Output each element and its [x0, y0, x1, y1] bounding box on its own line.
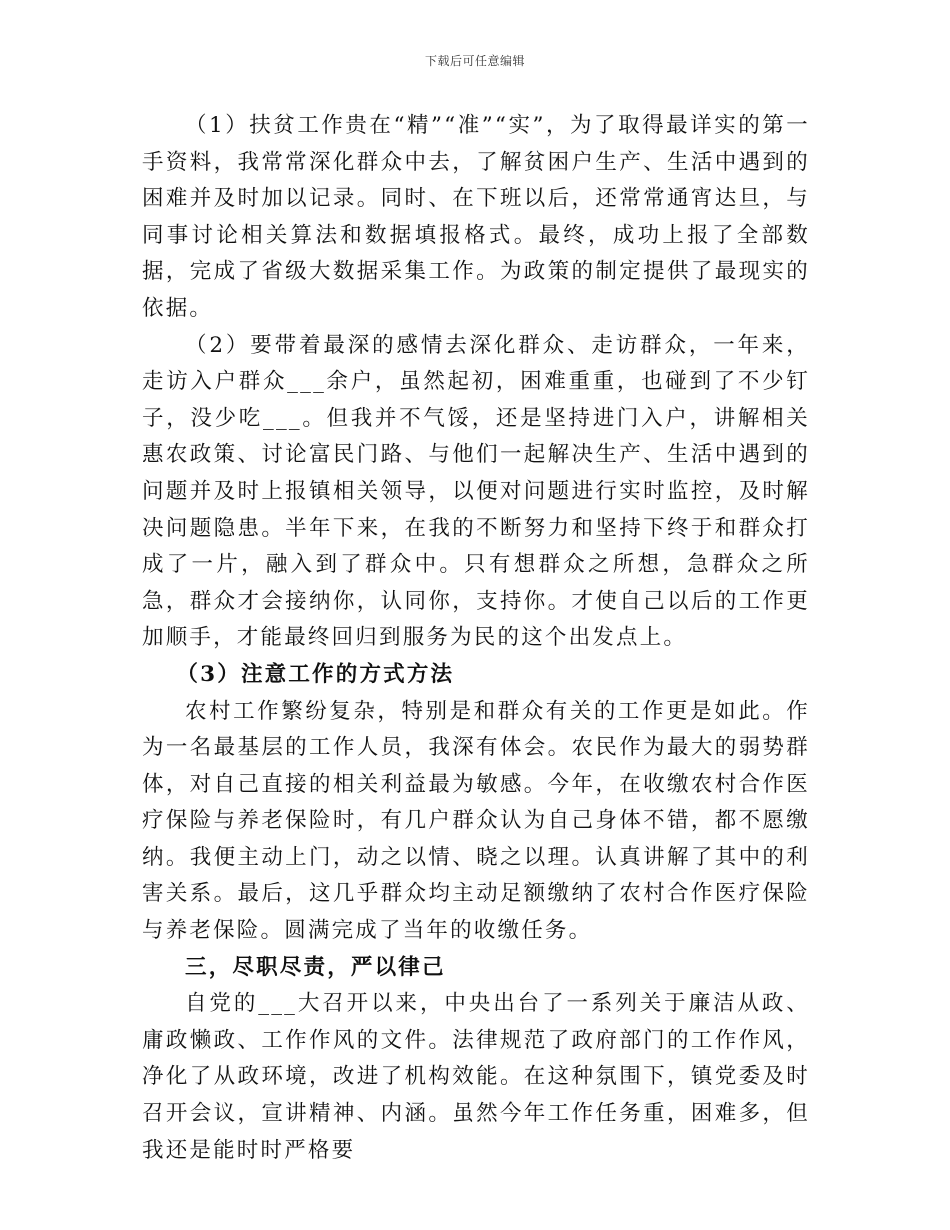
paragraph-visiting-households: （2）要带着最深的感情去深化群众、走访群众，一年来，走访入户群众___余户，虽然起初，困难重重，也碰到了不少钉子，没少吃___。但我并不气馁，还是坚持进门入户，讲解相关惠农政策、讨论富民门路、与他们一起解决生产、生活中遇到的问题并及时上报镇相关领导，以便对问题进行实时监控，及时解决问题隐患。半年下来，在我的不断努力和坚持下终于和群众打成了一片，融入到了群众中。只有想群众之所想，急群众之所急，群众才会接纳你，认同你，支持你。才使自己以后的工作更加顺手，才能最终回归到服务为民的这个出发点上。	[142, 332, 810, 651]
document-body	[142, 108, 810, 1169]
subheading-work-methods: （3）注意工作的方式方法	[176, 661, 455, 687]
paragraph-party-congress: 自党的___大召开以来，中央出台了一系列关于廉洁从政、庸政懒政、工作作风的文件。法律规范了政府部门的工作作风，净化了从政环境，改进了机构效能。在这种氛围下，镇党委及时召开会议，宣讲精神、内涵。虽然今年工作任务重，困难多，但我还是能时时严格要	[142, 991, 810, 1163]
section-heading-discipline: 三，尽职尽责，严以律己	[185, 954, 446, 980]
paragraph-rural-work: 农村工作繁纷复杂，特别是和群众有关的工作更是如此。作为一名最基层的工作人员，我深有体会。农民作为最大的弱势群体，对自己直接的相关利益最为敏感。今年，在收缴农村合作医疗保险与养老保险时，有几户群众认为自己身体不错，都不愿缴纳。我便主动上门，动之以情、晓之以理。认真讲解了其中的利害关系。最后，这几乎群众均主动足额缴纳了农村合作医疗保险与养老保险。圆满完成了当年的收缴任务。	[142, 698, 810, 944]
page-header-note: 下载后可任意编辑	[424, 54, 525, 68]
paragraph-poverty-precision: （1）扶贫工作贵在“精”“准”“实”，为了取得最详实的第一手资料，我常常深化群众中去，了解贫困户生产、生活中遇到的困难并及时加以记录。同时、在下班以后，还常常通宵达旦，与同事讨论相关算法和数据填报格式。最终，成功上报了全部数据，完成了省级大数据采集工作。为政策的制定提供了最现实的依据。	[142, 113, 810, 321]
